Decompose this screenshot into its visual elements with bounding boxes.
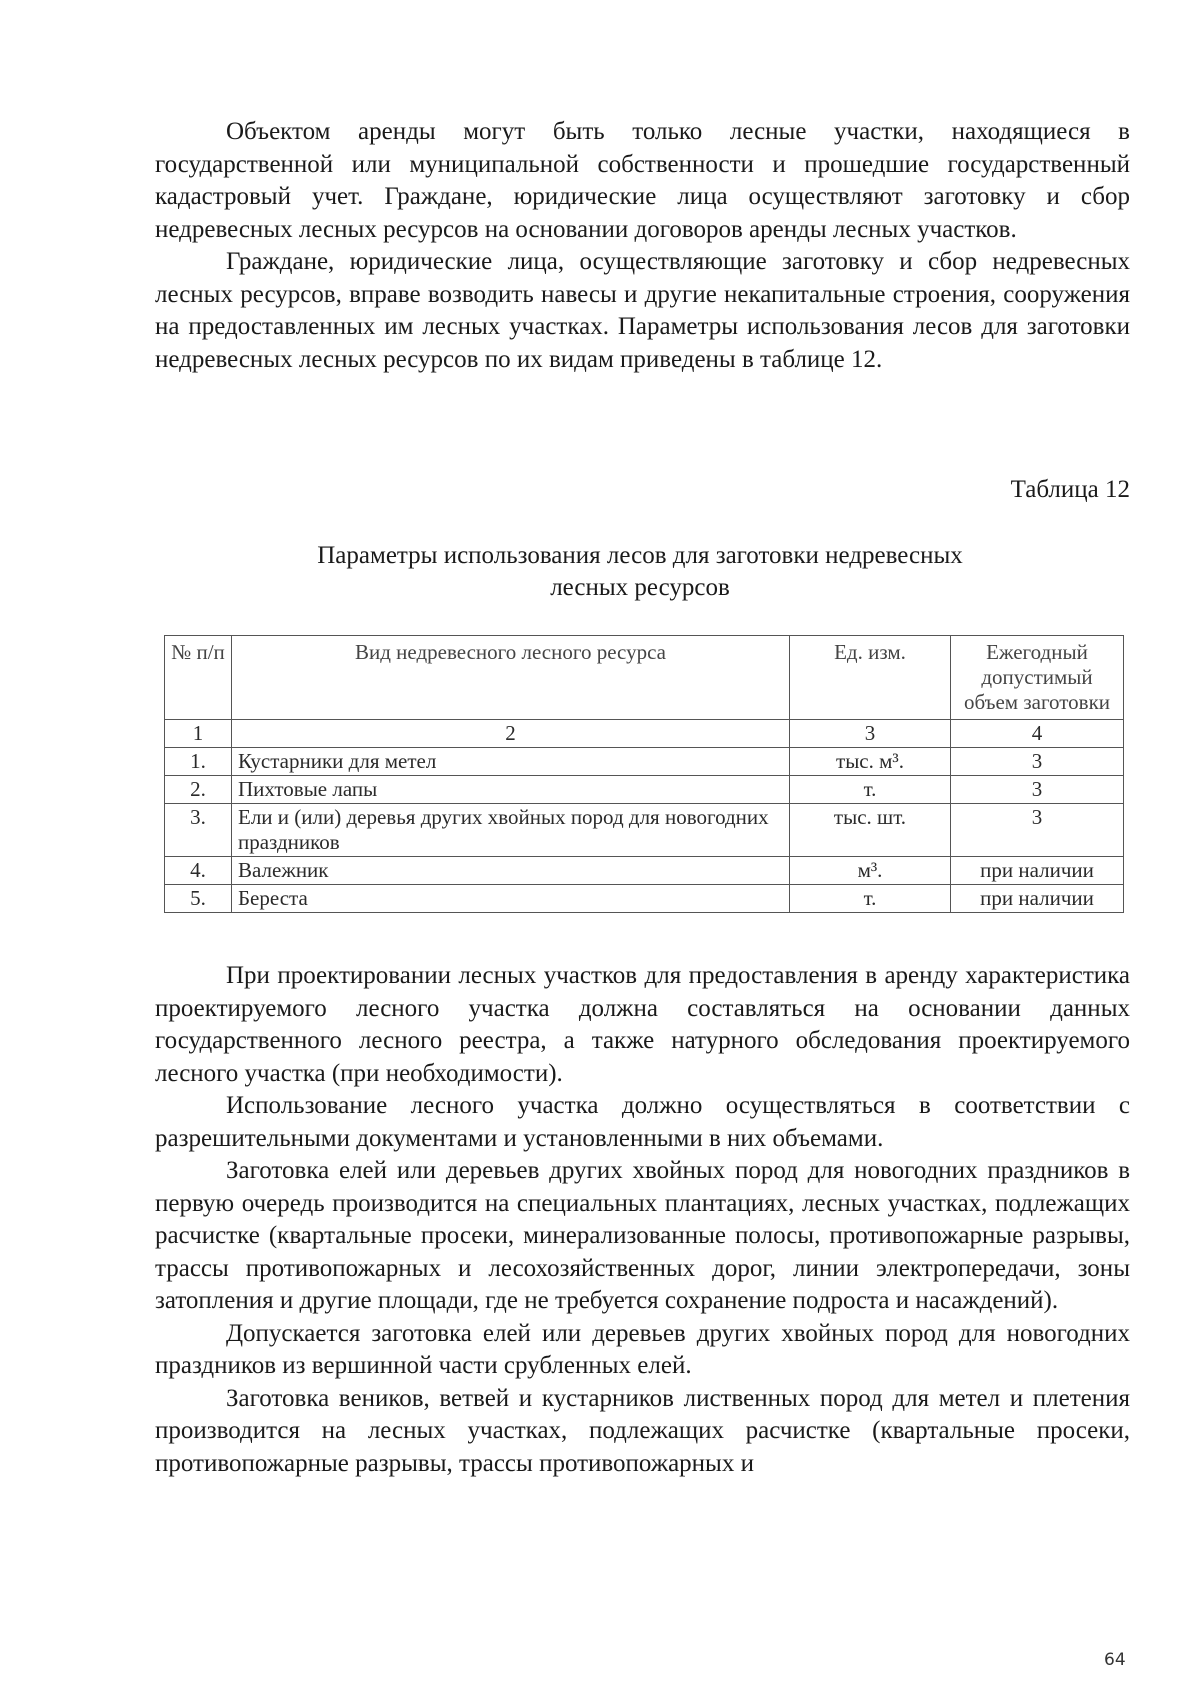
paragraph: Использование лесного участка должно осуществляться в соответствии с разрешительными документами и установленными в них объемами. [155, 1092, 1130, 1152]
index-cell: 2 [232, 720, 790, 748]
index-cell: 4 [951, 720, 1124, 748]
table-title-line: Параметры использования лесов для заготовки недревесных [317, 542, 963, 569]
cell-volume: 3 [951, 804, 1124, 857]
cell-name: Береста [232, 885, 790, 913]
cell-unit: т. [790, 885, 951, 913]
table-row [165, 748, 1124, 776]
index-cell: 3 [790, 720, 951, 748]
paragraph: Объектом аренды могут быть только лесные участки, находящиеся в государственной или муниципальной собственности и прошедшие государственный кадастровый учет. Граждане, юридические лица осуществляют заготовку и сбор недревесных лесных ресурсов на основании договоров аренды лесных участков. [155, 118, 1130, 243]
cell-volume: при наличии [951, 857, 1124, 885]
table-title-line: лесных ресурсов [550, 574, 730, 601]
cell-volume: при наличии [951, 885, 1124, 913]
header-unit: Ед. изм. [790, 636, 951, 720]
table-label: Таблица 12 [1010, 476, 1130, 503]
paragraph: При проектировании лесных участков для предоставления в аренду характеристика проектируемого лесного участка должна составляться на основании данных государственного лесного реестра, а также натурного обследования проектируемого лесного участка (при необходимости). [155, 962, 1130, 1087]
cell-volume: 3 [951, 748, 1124, 776]
header-volume: Ежегодный допустимый объем заготовки [951, 636, 1124, 720]
table-header-row [165, 636, 1124, 720]
cell-unit: м³. [790, 857, 951, 885]
cell-name: Пихтовые лапы [232, 776, 790, 804]
paragraph: Заготовка веников, ветвей и кустарников лиственных пород для метел и плетения производится на лесных участках, подлежащих расчистке (квартальные просеки, противопожарные разрывы, трассы противопожарных и [155, 1384, 1130, 1477]
table-row [165, 857, 1124, 885]
cell-unit: тыс. шт. [790, 804, 951, 857]
table-index-row [165, 720, 1124, 748]
index-cell: 1 [165, 720, 232, 748]
cell-num: 1. [165, 748, 232, 776]
cell-num: 5. [165, 885, 232, 913]
table-row [165, 804, 1124, 857]
cell-unit: тыс. м³. [790, 748, 951, 776]
text-block-bottom [155, 960, 1130, 1480]
cell-num: 4. [165, 857, 232, 885]
parameters-table [164, 635, 1124, 913]
table-title [240, 540, 1040, 604]
header-name: Вид недревесного лесного ресурса [232, 636, 790, 720]
table-row [165, 885, 1124, 913]
table-row [165, 776, 1124, 804]
paragraph: Заготовка елей или деревьев других хвойных пород для новогодних праздников в первую очередь производится на специальных плантациях, лесных участках, подлежащих расчистке (квартальные просеки, минерализованные полосы, противопожарные разрывы, трассы противопожарных и лесохозяйственных дорог, линии электропередачи, зоны затопления и другие площади, где не требуется сохранение подроста и насаждений). [155, 1157, 1130, 1314]
page-number: 64 [1104, 1650, 1126, 1670]
cell-volume: 3 [951, 776, 1124, 804]
cell-name: Ели и (или) деревья других хвойных пород для новогодних праздников [232, 804, 790, 857]
header-num: № п/п [165, 636, 232, 720]
cell-num: 2. [165, 776, 232, 804]
paragraph: Граждане, юридические лица, осуществляющие заготовку и сбор недревесных лесных ресурсов, вправе возводить навесы и другие некапитальные строения, сооружения на предоставленных им лесных участках. Параметры использования лесов для заготовки недревесных лесных ресурсов по их видам приведены в таблице 12. [155, 248, 1130, 373]
cell-name: Валежник [232, 857, 790, 885]
cell-name: Кустарники для метел [232, 748, 790, 776]
text-block-top [155, 116, 1130, 376]
cell-unit: т. [790, 776, 951, 804]
paragraph: Допускается заготовка елей или деревьев других хвойных пород для новогодних праздников из вершинной части срубленных елей. [155, 1319, 1130, 1379]
cell-num: 3. [165, 804, 232, 857]
